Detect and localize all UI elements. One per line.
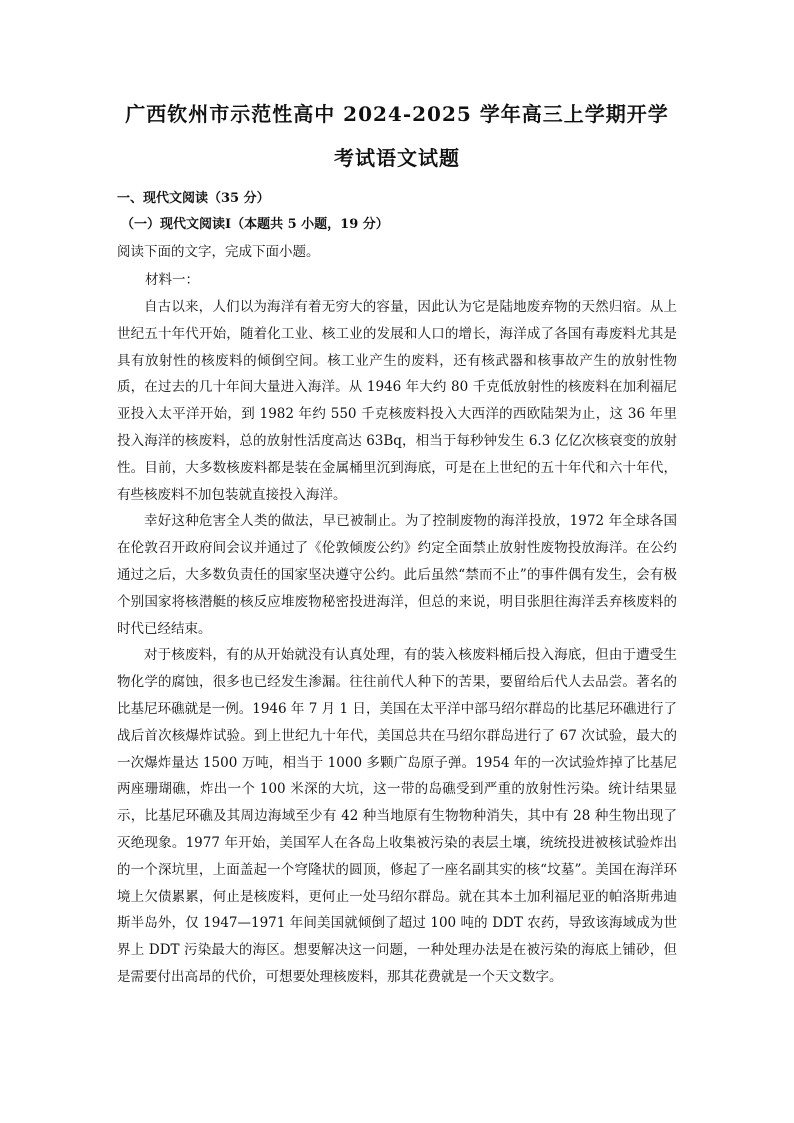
exam-title xyxy=(117,92,677,180)
paragraph-2: 幸好这种危害全人类的做法，早已被制止。为了控制废物的海洋投放，1972 年全球各国在伦敦召开政府间会议并通过了《伦敦倾废公约》约定全面禁止放射性废物投放海洋。在公约通过之后，大多数负责任的国家坚决遵守公约。此后虽然“禁而不止”的事件偶有发生，会有极个别国家将核潜艇的核反应堆废物秘密投进海洋，但总的来说，明目张胆往海洋丢弃核废料的时代已经结束。 xyxy=(117,513,677,637)
reading-instruction: 阅读下面的文字，完成下面小题。 xyxy=(117,244,320,260)
exam-title-line-1: 广西钦州市示范性高中 2024-2025 学年高三上学期开学 xyxy=(125,102,669,126)
exam-page xyxy=(117,92,677,991)
paragraph-1: 自古以来，人们以为海洋有着无穷大的容量，因此认为它是陆地废弃物的天然归宿。从上世纪五十年代开始，随着化工业、核工业的发展和人口的增长，海洋成了各国有毒废料尤其是具有放射性的核废料的倾倒空间。核工业产生的废料，还有核武器和核事故产生的放射性物质，在过去的几十年间大量进入海洋。从 1946 年大约 80 千克低放射性的核废料在加利福尼亚投入太平洋开始，到 1982 年约 550 千克核废料投入大西洋的西欧陆架为止，这 36 年里投入海洋的核废料，总的放射性活度高达 63Bq，相当于每秒钟发生 6.3 亿亿次核衰变的放射性。目前，大多数核废料都是装在金属桶里沉到海底，可是在上世纪的五十年代和六十年代，有些核废料不加包装就直接投入海洋。 xyxy=(117,299,677,503)
exam-title-line-2: 考试语文试题 xyxy=(334,146,460,170)
paragraph-3: 对于核废料，有的从开始就没有认真处理，有的装入核废料桶后投入海底，但由于遭受生物化学的腐蚀，很多也已经发生渗漏。往往前代人种下的苦果，要留给后代人去品尝。著名的比基尼环礁就是一例。1946 年 7 月 1 日，美国在太平洋中部马绍尔群岛的比基尼环礁进行了战后首次核爆炸试验。到上世纪九十年代，美国总共在马绍尔群岛进行了 67 次试验，最大的一次爆炸量达 1500 万吨，相当于 1000 多颗广岛原子弹。1954 年的一次试验炸掉了比基尼两座珊瑚礁，炸出一个 100 米深的大坑，这一带的岛礁受到严重的放射性污染。统计结果显示，比基尼环礁及其周边海域至少有 42 种当地原有生物物种消失，其中有 28 种生物出现了灭绝现象。1977 年开始，美国军人在各岛上收集被污染的表层土壤，统统投进被核试验炸出的一个深坑里，上面盖起一个穹隆状的圆顶，修起了一座名副其实的核“坟墓”。美国在海洋环境上欠债累累，何止是核废料，更何止一处马绍尔群岛。就在其本土加利福尼亚的帕洛斯弗迪斯半岛外，仅 1947—1971 年间美国就倾倒了超过 100 吨的 DDT 农药，导致该海域成为世界上 DDT 污染最大的海区。想要解决这一问题，一种处理办法是在被污染的海底上铺砂，但是需要付出高昂的代价，可想要处理核废料，那其花费就是一个天文数字。 xyxy=(117,647,677,985)
subsection-heading: （一）现代文阅读Ⅰ（本题共 5 小题，19 分） xyxy=(121,217,389,232)
material-label: 材料一： xyxy=(145,272,199,288)
section-heading: 一、现代文阅读（35 分） xyxy=(117,191,270,206)
